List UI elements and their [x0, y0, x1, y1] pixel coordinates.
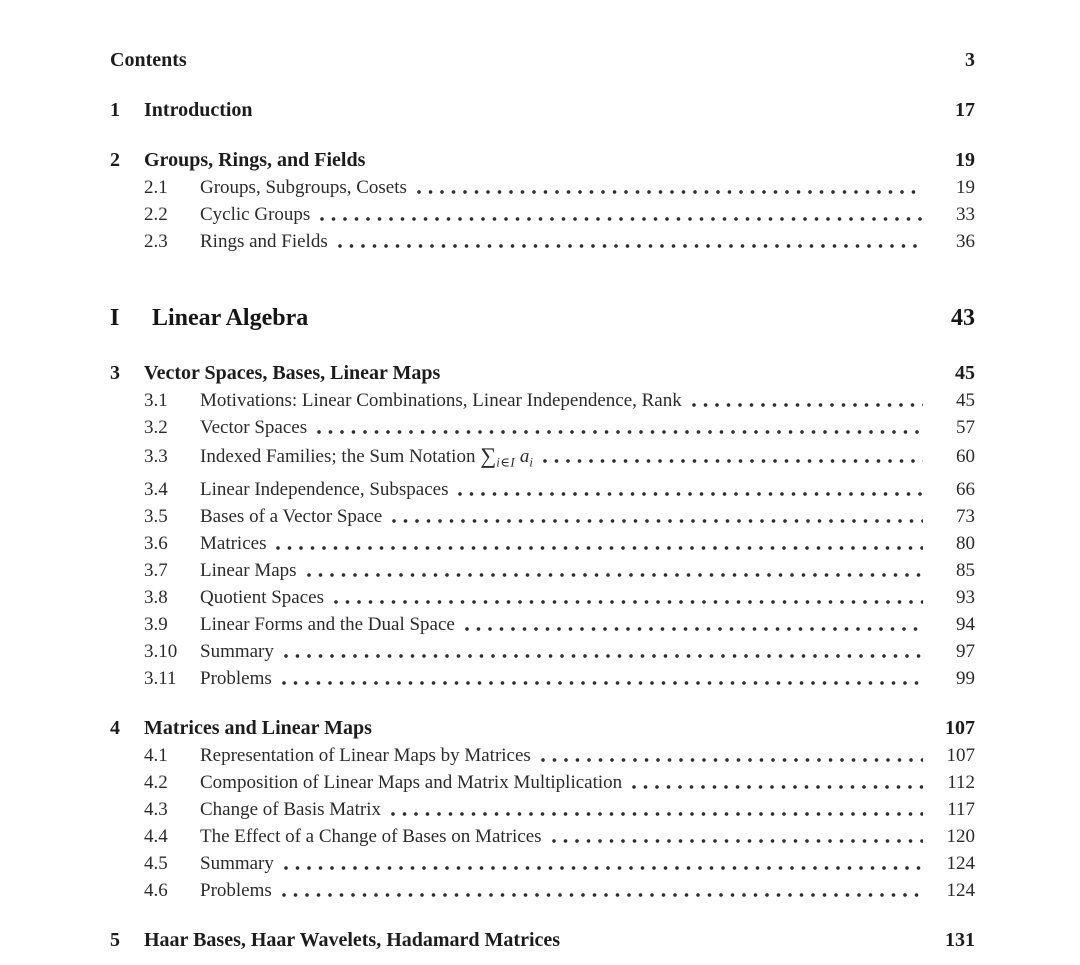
section-page-number: 19 [956, 177, 975, 198]
section-entry [110, 796, 975, 823]
section-title: Representation of Linear Maps by Matrices [200, 744, 531, 766]
section-title: Problems [200, 667, 272, 689]
section-entry [110, 877, 975, 904]
math-fragment: i [529, 454, 534, 470]
math-fragment: a [519, 446, 530, 467]
section-title: Summary [200, 852, 274, 874]
chapter-number: 5 [110, 928, 120, 951]
dot-leader [284, 866, 923, 870]
section-number: 4.4 [144, 825, 168, 847]
chapter-block [110, 96, 975, 124]
section-number: 4.1 [144, 744, 168, 766]
section-entry [110, 174, 975, 201]
section-page-number: 124 [946, 852, 975, 874]
section-entry [110, 665, 975, 692]
section-number: 3.3 [144, 446, 168, 467]
chapter-title: Matrices and Linear Maps [144, 716, 372, 739]
dot-leader [276, 546, 923, 550]
part-page-number: 43 [951, 305, 975, 331]
section-page-number: 112 [947, 771, 975, 793]
section-number: 3.11 [144, 667, 177, 689]
dot-leader [334, 600, 923, 604]
section-title: Composition of Linear Maps and Matrix Multiplication [200, 771, 623, 793]
part-entry [110, 299, 975, 337]
part-number: I [110, 305, 120, 331]
dot-leader [284, 654, 923, 658]
dot-leader [392, 519, 923, 523]
chapter-number: 4 [110, 716, 120, 739]
section-page-number: 93 [956, 586, 975, 608]
section-title: Change of Basis Matrix [200, 798, 382, 820]
section-entry [110, 823, 975, 850]
dot-leader [552, 839, 923, 843]
section-entry [110, 387, 975, 414]
section-page-number: 85 [956, 559, 975, 581]
section-page-number: 124 [946, 879, 975, 901]
chapter-entry [110, 926, 975, 954]
section-entry [110, 584, 975, 611]
section-entry [110, 228, 975, 255]
dot-leader [307, 573, 923, 577]
section-number: 3.5 [144, 505, 168, 527]
section-number: 3.6 [144, 532, 168, 554]
section-page-number: 120 [946, 825, 975, 847]
math-fragment: i∈I [496, 454, 516, 470]
section-entry [110, 201, 975, 228]
section-number: 3.7 [144, 559, 168, 581]
chapter-page-number: 19 [955, 149, 975, 171]
section-entry [110, 611, 975, 638]
chapter-title: Haar Bases, Haar Wavelets, Hadamard Matrices [144, 928, 561, 951]
section-number: 4.2 [144, 771, 168, 793]
section-entry [110, 557, 975, 584]
section-title: Matrices [200, 532, 267, 554]
chapter-title: Introduction [144, 99, 253, 121]
header-title: Contents [110, 49, 187, 71]
section-page-number: 66 [956, 478, 975, 500]
dot-leader [282, 681, 923, 685]
section-title: Problems [200, 879, 272, 901]
toc-body [110, 96, 975, 954]
dot-leader [320, 217, 923, 221]
chapter-page-number: 107 [945, 716, 975, 739]
chapter-entry [110, 146, 975, 174]
section-title: Linear Forms and the Dual Space [200, 613, 455, 635]
section-entry [110, 503, 975, 530]
section-page-number: 107 [946, 744, 975, 766]
section-title: Groups, Subgroups, Cosets [200, 177, 407, 198]
section-number: 3.10 [144, 640, 178, 662]
section-title: Summary [200, 640, 274, 662]
section-page-number: 60 [956, 446, 975, 467]
section-number: 2.3 [144, 231, 168, 252]
chapter-block [110, 714, 975, 904]
section-page-number: 73 [956, 505, 975, 527]
section-entry [110, 638, 975, 665]
chapter-number: 1 [110, 99, 120, 121]
chapter-page-number: 17 [955, 99, 975, 121]
section-number: 4.3 [144, 798, 168, 820]
dot-leader [458, 492, 923, 496]
section-number: 4.6 [144, 879, 168, 901]
section-page-number: 80 [956, 532, 975, 554]
chapter-page-number: 131 [945, 928, 975, 951]
section-title: Bases of a Vector Space [200, 505, 383, 527]
chapter-title: Vector Spaces, Bases, Linear Maps [144, 362, 441, 384]
math-fragment: Indexed Families; the Sum Notation [200, 446, 481, 467]
chapter-block [110, 359, 975, 692]
section-title: Cyclic Groups [200, 204, 311, 225]
dot-leader [391, 812, 923, 816]
section-page-number: 94 [956, 613, 975, 635]
dot-leader [317, 430, 923, 434]
section-page-number: 45 [956, 390, 975, 411]
section-page-number: 97 [956, 640, 975, 662]
chapter-entry [110, 96, 975, 124]
chapter-page-number: 45 [955, 362, 975, 384]
part-title: Linear Algebra [152, 305, 309, 331]
section-title: Motivations: Linear Combinations, Linear Independence, Rank [200, 390, 682, 411]
section-entry [110, 530, 975, 557]
section-entry [110, 742, 975, 769]
section-number: 2.2 [144, 204, 168, 225]
dot-leader [338, 244, 923, 248]
section-title: Quotient Spaces [200, 586, 325, 608]
section-title [200, 441, 533, 476]
section-entry [110, 476, 975, 503]
section-number: 3.1 [144, 390, 168, 411]
math-fragment: ∑ [480, 443, 497, 468]
dot-leader [541, 758, 923, 762]
section-number: 3.9 [144, 613, 168, 635]
section-number: 3.2 [144, 417, 168, 438]
section-title: Vector Spaces [200, 417, 308, 438]
section-number: 4.5 [144, 852, 168, 874]
section-title: The Effect of a Change of Bases on Matrices [200, 825, 542, 847]
section-page-number: 33 [956, 204, 975, 225]
chapter-block [110, 146, 975, 255]
section-entry [110, 769, 975, 796]
dot-leader [417, 190, 923, 194]
chapter-entry [110, 359, 975, 387]
section-number: 3.8 [144, 586, 168, 608]
section-page-number: 99 [956, 667, 975, 689]
dot-leader [282, 893, 923, 897]
chapter-entry [110, 714, 975, 742]
dot-leader [465, 627, 923, 631]
section-page-number: 36 [956, 231, 975, 252]
section-entry [110, 850, 975, 877]
section-title: Rings and Fields [200, 231, 328, 252]
chapter-block [110, 926, 975, 954]
section-number: 2.1 [144, 177, 168, 198]
section-page-number: 117 [947, 798, 975, 820]
dot-leader [543, 459, 923, 463]
chapter-number: 2 [110, 149, 120, 171]
section-entry [110, 441, 975, 476]
header-page-number: 3 [965, 49, 975, 71]
section-title: Linear Maps [200, 559, 297, 581]
dot-leader [632, 785, 923, 789]
page-header [110, 46, 975, 74]
chapter-title: Groups, Rings, and Fields [144, 149, 366, 171]
section-page-number: 57 [956, 417, 975, 438]
dot-leader [692, 403, 923, 407]
chapter-number: 3 [110, 362, 120, 384]
section-entry [110, 414, 975, 441]
section-number: 3.4 [144, 478, 168, 500]
section-title: Linear Independence, Subspaces [200, 478, 449, 500]
